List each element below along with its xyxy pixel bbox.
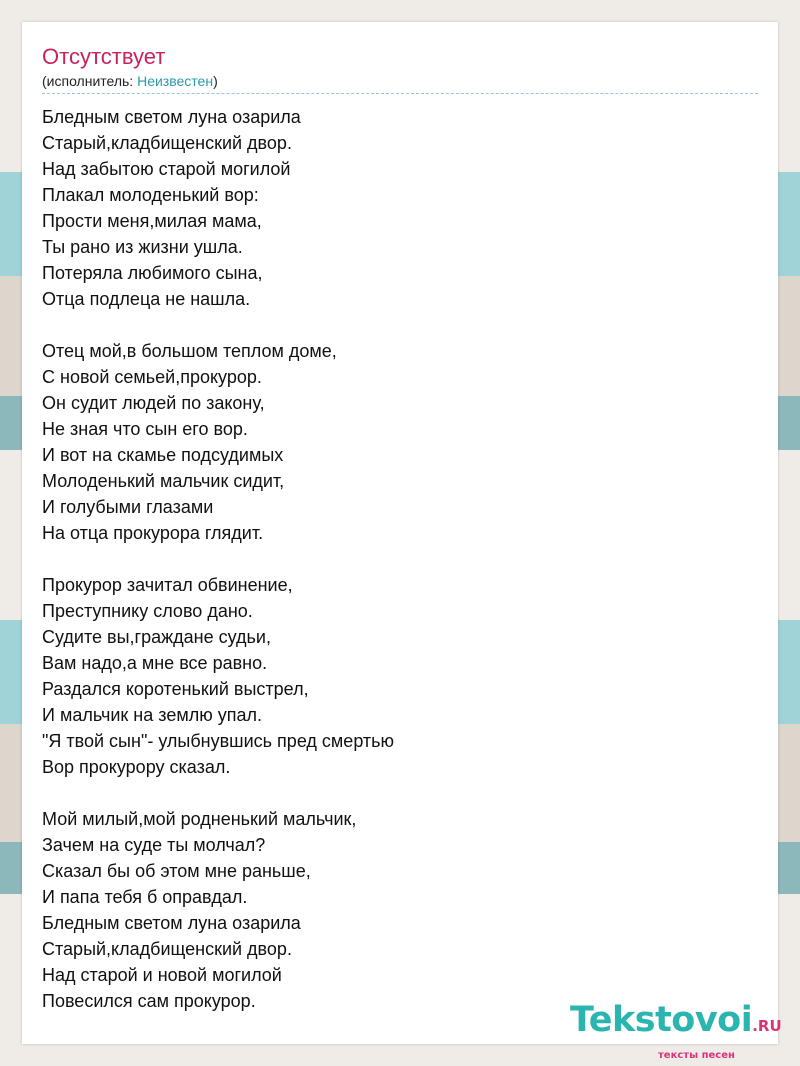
lyric-line: С новой семьей,прокурор. bbox=[42, 367, 262, 387]
artist-prefix: (исполнитель: bbox=[42, 73, 138, 89]
song-title: Отсутствует bbox=[42, 44, 166, 69]
lyric-line: "Я твой сын"- улыбнувшись пред смертью bbox=[42, 731, 395, 751]
lyric-line: Прости меня,милая мама, bbox=[42, 211, 262, 231]
lyric-line: На отца прокурора глядит. bbox=[42, 523, 264, 543]
lyric-line: Бледным светом луна озарила bbox=[42, 913, 301, 933]
lyric-line: Отца подлеца не нашла. bbox=[42, 289, 251, 309]
lyric-line: Молоденький мальчик сидит, bbox=[42, 471, 285, 491]
lyric-line: Над старой и новой могилой bbox=[42, 965, 282, 985]
title-divider bbox=[42, 93, 758, 94]
lyric-line: Плакал молоденький вор: bbox=[42, 185, 259, 205]
stanza bbox=[42, 806, 758, 1014]
artist-link[interactable]: Неизвестен bbox=[137, 73, 214, 89]
lyric-line: Над забытою старой могилой bbox=[42, 159, 291, 179]
lyric-line: Потеряла любимого сына, bbox=[42, 263, 263, 283]
lyric-line: Не зная что сын его вор. bbox=[42, 419, 248, 439]
artist-suffix: ) bbox=[213, 73, 218, 89]
artist-line bbox=[42, 73, 218, 89]
lyric-line: Он судит людей по закону, bbox=[42, 393, 265, 413]
lyric-line: Отец мой,в большом теплом доме, bbox=[42, 341, 337, 361]
lyric-line: И голубыми глазами bbox=[42, 497, 214, 517]
lyrics-body bbox=[42, 104, 758, 1040]
lyric-line: И вот на скамье подсудимых bbox=[42, 445, 284, 465]
lyric-line: Ты рано из жизни ушла. bbox=[42, 237, 243, 257]
lyric-line: Сказал бы об этом мне раньше, bbox=[42, 861, 311, 881]
lyric-line: Бледным светом луна озарила bbox=[42, 107, 301, 127]
lyric-line: Старый,кладбищенский двор. bbox=[42, 939, 292, 959]
lyric-line: Прокурор зачитал обвинение, bbox=[42, 575, 293, 595]
lyric-line: Вам надо,а мне все равно. bbox=[42, 653, 268, 673]
stanza bbox=[42, 572, 758, 780]
lyric-line: Вор прокурору сказал. bbox=[42, 757, 231, 777]
stanza bbox=[42, 104, 758, 312]
stanza bbox=[42, 338, 758, 546]
lyric-line: И папа тебя б оправдал. bbox=[42, 887, 248, 907]
lyric-line: И мальчик на землю упал. bbox=[42, 705, 262, 725]
logo-tagline: тексты песен bbox=[658, 1050, 735, 1061]
logo-wordmark: Tekstovoi bbox=[570, 1000, 753, 1040]
lyric-line: Мой милый,мой родненький мальчик, bbox=[42, 809, 357, 829]
lyrics-card bbox=[22, 22, 782, 1061]
logo-tld: .RU bbox=[752, 1017, 782, 1035]
lyric-line: Старый,кладбищенский двор. bbox=[42, 133, 292, 153]
site-logo[interactable] bbox=[570, 1000, 782, 1061]
lyric-line: Зачем на суде ты молчал? bbox=[42, 835, 266, 855]
lyric-line: Преступнику слово дано. bbox=[42, 601, 253, 621]
lyric-line: Судите вы,граждане судьи, bbox=[42, 627, 271, 647]
lyric-line: Повесился сам прокурор. bbox=[42, 991, 256, 1011]
lyric-line: Раздался коротенький выстрел, bbox=[42, 679, 309, 699]
